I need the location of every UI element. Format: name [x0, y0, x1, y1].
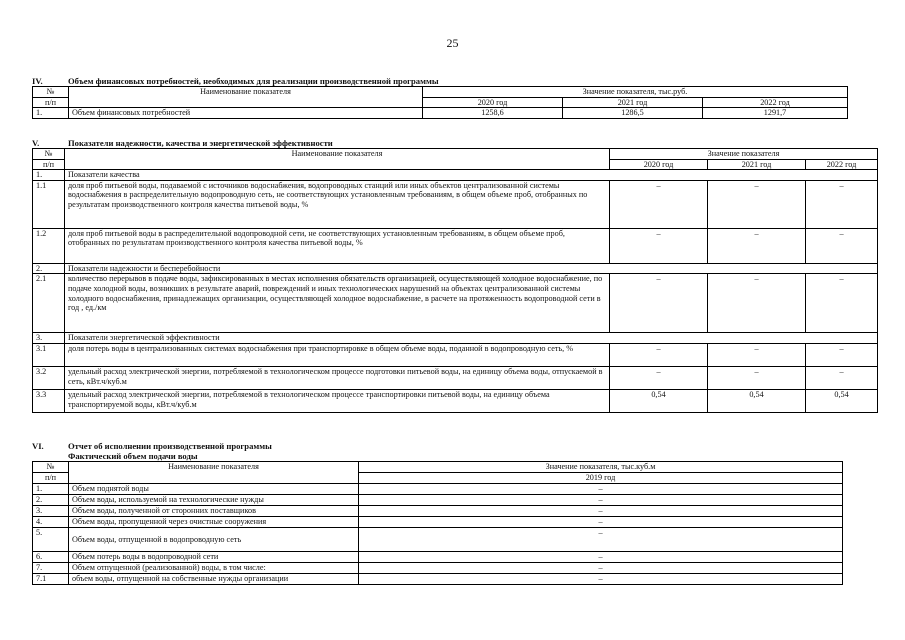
water-supply-table [32, 461, 843, 585]
row-value-2021: 0,54 [708, 389, 806, 412]
group-title: Показатели энергетической эффективности [65, 333, 878, 344]
row-number: 3. [33, 506, 69, 517]
row-value-2021: – [708, 180, 806, 228]
page-number: 25 [446, 36, 459, 50]
row-name: доля проб питьевой воды, подаваемой с источников водоснабжения, водопроводных станций или иных объектов централизованной системы водоснабжения в распределительную водопроводную сеть, не соответствующих установленным требованиям, в общем объеме проб, отобранных по результатам производственного контроля качества питьевой воды, % [65, 180, 610, 228]
row-value-2022: – [806, 274, 878, 333]
row-number: 2.1 [33, 274, 65, 333]
row-value-2022: – [806, 343, 878, 366]
row-value-2022: 0,54 [806, 389, 878, 412]
row-name: Объем воды, полученной от сторонних поставщиков [69, 506, 359, 517]
row-name: Объем воды, отпущенной в водопроводную сеть [69, 528, 359, 552]
row-name: Объем воды, используемой на технологические нужды [69, 495, 359, 506]
row-value-2021: – [708, 343, 806, 366]
row-number: 1. [33, 108, 69, 119]
row-name: объем воды, отпущенной на собственные нужды организации [69, 574, 359, 585]
row-name: Объем потерь воды в водопроводной сети [69, 552, 359, 563]
header-year-2020: 2020 год [610, 159, 708, 170]
table-row [33, 563, 843, 574]
row-number: 3.1 [33, 343, 65, 366]
section-vi-number: VI. [32, 441, 44, 451]
section-iv-title: Объем финансовых потребностей, необходимых для реализации производственной программы [68, 76, 439, 86]
group-row [33, 263, 878, 274]
row-number: 6. [33, 552, 69, 563]
row-value-2020: – [610, 228, 708, 263]
row-name: удельный расход электрической энергии, потребляемой в технологическом процессе подготовки питьевой воды, на единицу объема воды, отпускаемой в сеть, кВт.ч/куб.м [65, 366, 610, 389]
row-name: доля потерь воды в централизованных системах водоснабжения при транспортировке в общем объеме воды, поданной в водопроводную сеть, % [65, 343, 610, 366]
header-year-2022: 2022 год [703, 97, 848, 108]
header-no: № [33, 462, 69, 473]
row-number: 1. [33, 484, 69, 495]
table-row [33, 484, 843, 495]
row-number: 2. [33, 495, 69, 506]
header-name: Наименование показателя [69, 462, 359, 484]
row-number: 2. [33, 263, 65, 274]
section-financial-needs [32, 76, 847, 119]
row-number: 1. [33, 170, 65, 181]
row-value-2021: – [708, 228, 806, 263]
table-row [33, 180, 878, 228]
header-name: Наименование показателя [65, 149, 610, 170]
row-number: 3.2 [33, 366, 65, 389]
table-row [33, 506, 843, 517]
row-value-2020: 0,54 [610, 389, 708, 412]
row-value-2021: 1286,5 [563, 108, 703, 119]
row-value-2021: – [708, 366, 806, 389]
table-row [33, 389, 878, 412]
row-name: Объем воды, пропущенной через очистные сооружения [69, 517, 359, 528]
row-name: Объем поднятой воды [69, 484, 359, 495]
row-value-2021: – [708, 274, 806, 333]
table-row [33, 108, 848, 119]
row-value-2020: 1258,6 [423, 108, 563, 119]
row-number: 7.1 [33, 574, 69, 585]
header-year-2020: 2020 год [423, 97, 563, 108]
header-year-2021: 2021 год [563, 97, 703, 108]
header-pp: п/п [33, 473, 69, 484]
row-value: – [359, 563, 843, 574]
section-reliability [32, 138, 857, 413]
row-value: – [359, 517, 843, 528]
row-value: – [359, 574, 843, 585]
header-no: № [33, 87, 69, 98]
header-pp: п/п [33, 159, 65, 170]
row-number: 5. [33, 528, 69, 552]
table-row [33, 228, 878, 263]
row-value: – [359, 484, 843, 495]
header-pp: п/п [33, 97, 69, 108]
row-value-2020: – [610, 343, 708, 366]
section-vi-title: Отчет об исполнении производственной программы [68, 441, 272, 451]
row-value-2020: – [610, 274, 708, 333]
table-row [33, 495, 843, 506]
table-row [33, 517, 843, 528]
section-iv-number: IV. [32, 76, 43, 86]
table-row [33, 343, 878, 366]
table-row [33, 274, 878, 333]
row-number: 7. [33, 563, 69, 574]
row-name: доля проб питьевой воды в распределительной водопроводной сети, не соответствующих установленным требованиям, в общем объеме проб, отобранных по результатам производственного контроля качества питьевой воды, % [65, 228, 610, 263]
row-number: 1.1 [33, 180, 65, 228]
row-name: Объем отпущенной (реализованной) воды, в том числе: [69, 563, 359, 574]
row-value: – [359, 552, 843, 563]
header-year-2022: 2022 год [806, 159, 878, 170]
header-no: № [33, 149, 65, 160]
header-year-2019: 2019 год [359, 473, 843, 484]
row-value-2022: 1291,7 [703, 108, 848, 119]
section-v-number: V. [32, 138, 40, 148]
row-value: – [359, 506, 843, 517]
row-value-2020: – [610, 366, 708, 389]
row-number: 4. [33, 517, 69, 528]
table-row [33, 552, 843, 563]
table-row [33, 574, 843, 585]
row-number: 3.3 [33, 389, 65, 412]
row-name: количество перерывов в подаче воды, зафиксированных в местах исполнения обязательств организацией, осуществляющей холодное водоснабжение, по подаче холодной воды, возникших в результате аварий, повреждений и иных технологических нарушений на объектах централизованной системы холодного водоснабжения, принадлежащих организации, осуществляющей холодное водоснабжение, в расчете на протяженность водопроводной сети в год , ед./км [65, 274, 610, 333]
header-year-2021: 2021 год [708, 159, 806, 170]
reliability-table [32, 148, 878, 413]
row-value: – [359, 528, 843, 552]
row-number: 1.2 [33, 228, 65, 263]
row-value-2022: – [806, 228, 878, 263]
table-row [33, 528, 843, 552]
section-vi-heading [32, 441, 842, 451]
table-row [33, 366, 878, 389]
row-value-2022: – [806, 180, 878, 228]
group-row [33, 170, 878, 181]
section-program-report [32, 441, 842, 585]
row-name: Объем финансовых потребностей [69, 108, 423, 119]
section-vi-subtitle: Фактический объем подачи воды [68, 451, 198, 461]
header-value-group: Значение показателя [610, 149, 878, 160]
header-name: Наименование показателя [69, 87, 423, 108]
header-value-group: Значение показателя, тыс.руб. [423, 87, 848, 98]
section-iv-heading [32, 76, 847, 86]
row-value-2020: – [610, 180, 708, 228]
group-title: Показатели надежности и бесперебойности [65, 263, 878, 274]
section-v-title: Показатели надежности, качества и энергетической эффективности [68, 138, 333, 148]
group-title: Показатели качества [65, 170, 878, 181]
row-number: 3. [33, 333, 65, 344]
group-row [33, 333, 878, 344]
header-value-group: Значение показателя, тыс.куб.м [359, 462, 843, 473]
row-value-2022: – [806, 366, 878, 389]
section-v-heading [32, 138, 847, 148]
row-value: – [359, 495, 843, 506]
financial-needs-table [32, 86, 848, 119]
row-name: удельный расход электрической энергии, потребляемой в технологическом процессе транспортировки питьевой воды, на единицу объема транспортируемой воды, кВт.ч/куб.м [65, 389, 610, 412]
